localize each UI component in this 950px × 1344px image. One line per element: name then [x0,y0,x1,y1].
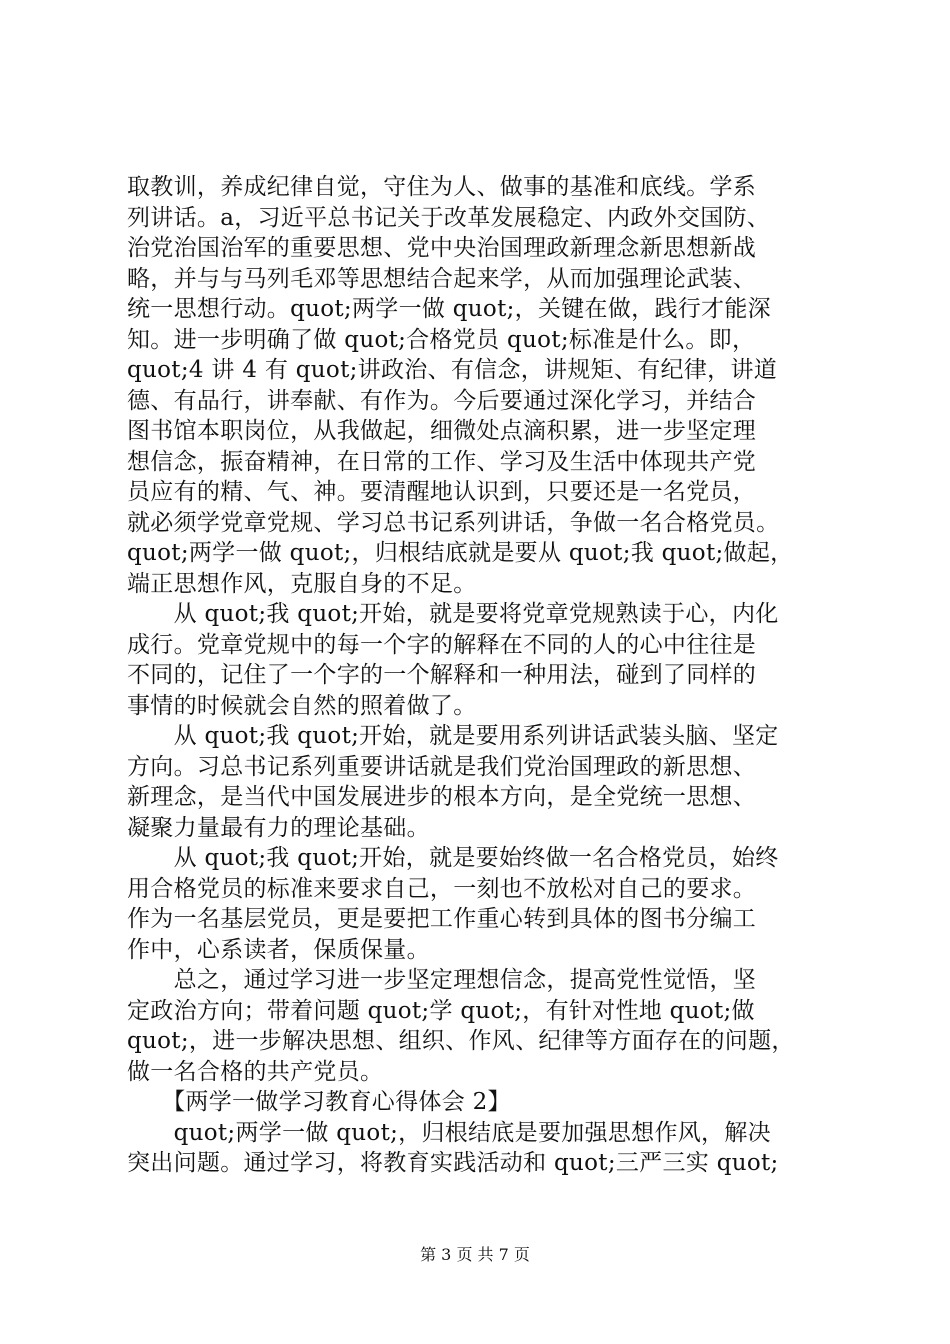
text-line: 想信念，振奋精神，在日常的工作、学习及生活中体现共产党 [127,448,757,475]
text-line: quot;两学一做 quot;，归根结底是要加强思想作风，解决 [127,1119,771,1146]
text-line: 总之，通过学习进一步坚定理想信念，提高党性觉悟，坚 [127,967,757,993]
text-line: 略，并与与马列毛邓等思想结合起来学，从而加强理论武装、 [127,265,757,292]
text-line: 图书馆本职岗位，从我做起，细微处点滴积累，进一步坚定理 [127,418,757,444]
text-line: 方向。习总书记系列重要讲话就是我们党治国理政的新思想、 [127,753,757,780]
text-line: 作为一名基层党员，更是要把工作重心转到具体的图书分编工 [127,906,757,932]
text-line: quot;4 讲 4 有 quot;讲政治、有信念，讲规矩、有纪律，讲道 [127,357,778,383]
text-line: 事情的时候就会自然的照着做了。 [127,692,477,719]
text-line: 就必须学党章党规、学习总书记系列讲话，争做一名合格党员。 [127,509,780,536]
text-line: 德、有品行，讲奉献、有作为。今后要通过深化学习，并结合 [127,387,757,414]
text-line: 从 quot;我 quot;开始，就是要始终做一名合格党员，始终 [127,845,779,871]
text-line: 成行。党章党规中的每一个字的解释在不同的人的心中往往是 [127,631,757,658]
document-body [127,172,847,1179]
text-line: 用合格党员的标准来要求自己，一刻也不放松对自己的要求。 [127,875,757,902]
text-line: 列讲话。a，习近平总书记关于改革发展稳定、内政外交国防、 [127,204,771,231]
text-line: 取教训，养成纪律自觉，守住为人、做事的基准和底线。学系 [127,174,757,200]
text-line: 新理念，是当代中国发展进步的根本方向，是全党统一思想、 [127,784,757,810]
text-line: 知。进一步明确了做 quot;合格党员 quot;标准是什么。即， [127,326,756,353]
text-line: 凝聚力量最有力的理论基础。 [127,814,430,841]
text-line: 从 quot;我 quot;开始，就是要用系列讲话武装头脑、坚定 [127,723,779,749]
text-line: 作中，心系读者，保质保量。 [127,936,430,963]
text-line: 做一名合格的共产党员。 [127,1058,384,1085]
page-footer: 第 3 页 共 7 页 [420,1245,530,1264]
text-line: 统一思想行动。quot;两学一做 quot;，关键在做，践行才能深 [127,296,771,322]
text-line: 员应有的精、气、神。要清醒地认识到，只要还是一名党员， [127,479,757,505]
text-line: 定政治方向；带着问题 quot;学 quot;，有针对性地 quot;做 [127,997,755,1024]
text-line: quot;，进一步解决思想、组织、作风、纪律等方面存在的问题， [127,1028,795,1054]
text-line: 不同的，记住了一个字的一个解释和一种用法，碰到了同样的 [127,662,757,688]
text-line: 【两学一做学习教育心得体会 2】 [127,1089,511,1115]
text-line: 突出问题。通过学习，将教育实践活动和 quot;三严三实 quot; [127,1150,779,1176]
text-line: 端正思想作风，克服自身的不足。 [127,570,477,597]
text-line: quot;两学一做 quot;，归根结底就是要从 quot;我 quot;做起， [127,540,794,566]
text-line: 从 quot;我 quot;开始，就是要将党章党规熟读于心，内化 [127,601,779,627]
text-line: 治党治国治军的重要思想、党中央治国理政新理念新思想新战 [127,235,757,261]
